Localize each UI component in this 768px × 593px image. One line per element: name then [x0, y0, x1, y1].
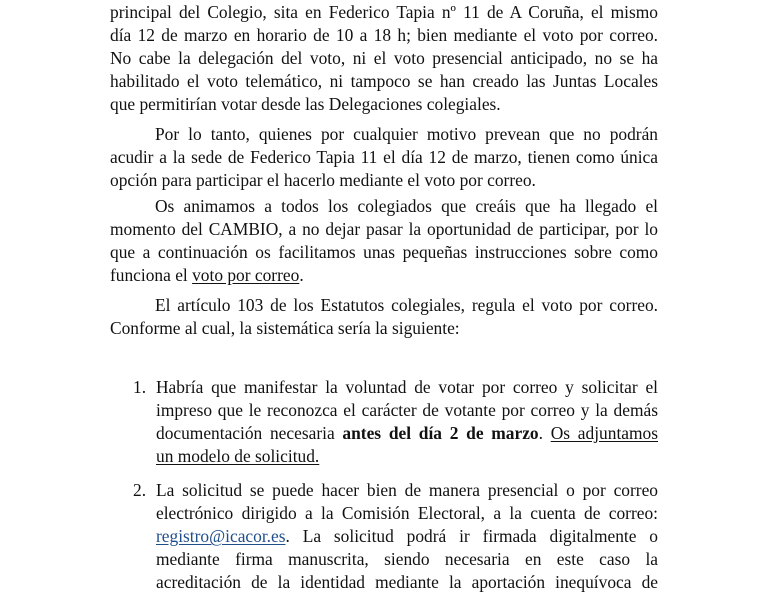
item2-line-3-text: . La solicitud podrá ir firmada digitalmente o	[285, 526, 658, 546]
para3-line-2: momento del CAMBIO, a no dejar pasar la oportunidad de participar, por lo	[110, 219, 658, 239]
para3-line-4-text: funciona el	[110, 265, 193, 285]
item2-line-1: La solicitud se puede hacer bien de manera presencial o por correo	[156, 480, 658, 500]
list-item-2-number: 2.	[133, 480, 147, 500]
intro-line-1: principal del Colegio, sita en Federico Tapia nº 11 de A Coruña, el mismo	[110, 2, 658, 22]
intro-line-4: habilitado el voto telemático, ni tampoco se han creado las Juntas Locales	[110, 71, 658, 91]
item1-line-3-text: documentación necesaria	[156, 423, 343, 443]
intro-line-2: día 12 de marzo en horario de 10 a 18 h; bien mediante el voto por correo.	[110, 25, 658, 45]
para3-line-3: que a continuación os facilitamos unas pequeñas instrucciones sobre como	[110, 242, 658, 262]
item1-line-2: impreso que le reconozca el carácter de votante por correo y la demás	[156, 400, 658, 420]
item1-line-3	[156, 422, 658, 444]
item1-line-4	[156, 445, 658, 467]
para4-line-2: Conforme al cual, la sistemática sería la siguiente:	[110, 318, 460, 338]
para3-line-4-end: .	[299, 265, 304, 285]
item2-line-4: mediante firma manuscrita, siendo necesaria en este caso la	[156, 549, 658, 569]
modelo-solicitud-link[interactable]: un modelo de solicitud.	[156, 446, 320, 466]
adjuntamos-link[interactable]: Os adjuntamos	[550, 423, 658, 443]
item2-line-5: acreditación de la identidad mediante la aportación inequívoca de	[156, 572, 658, 592]
item2-line-2: electrónico dirigido a la Comisión Electoral, a la cuenta de correo:	[156, 503, 658, 523]
para2-line-3: opción para participar el hacerlo mediante el voto por correo.	[110, 170, 536, 190]
deadline-bold: antes del día 2 de marzo	[342, 423, 539, 443]
para3-line-4	[110, 264, 658, 286]
para2-line-2: acudir a la sede de Federico Tapia 11 el día 12 de marzo, tienen como única	[110, 147, 658, 167]
email-link[interactable]: registro@icacor.es	[156, 526, 286, 546]
intro-line-5: que permitirían votar desde las Delegaciones colegiales.	[110, 94, 501, 114]
list-item-1-number: 1.	[133, 377, 147, 397]
para4-line-1: El artículo 103 de los Estatutos colegiales, regula el voto por correo.	[155, 295, 658, 315]
item1-line-1: Habría que manifestar la voluntad de votar por correo y solicitar el	[156, 377, 658, 397]
intro-line-3: No cabe la delegación del voto, ni el voto presencial anticipado, no se ha	[110, 48, 658, 68]
item1-line-3-sep: .	[538, 423, 551, 443]
voto-por-correo-link[interactable]: voto por correo	[192, 265, 300, 285]
para3-line-1: Os animamos a todos los colegiados que creáis que ha llegado el	[155, 196, 658, 216]
item2-line-3	[156, 525, 658, 547]
para2-line-1: Por lo tanto, quienes por cualquier motivo prevean que no podrán	[155, 124, 658, 144]
